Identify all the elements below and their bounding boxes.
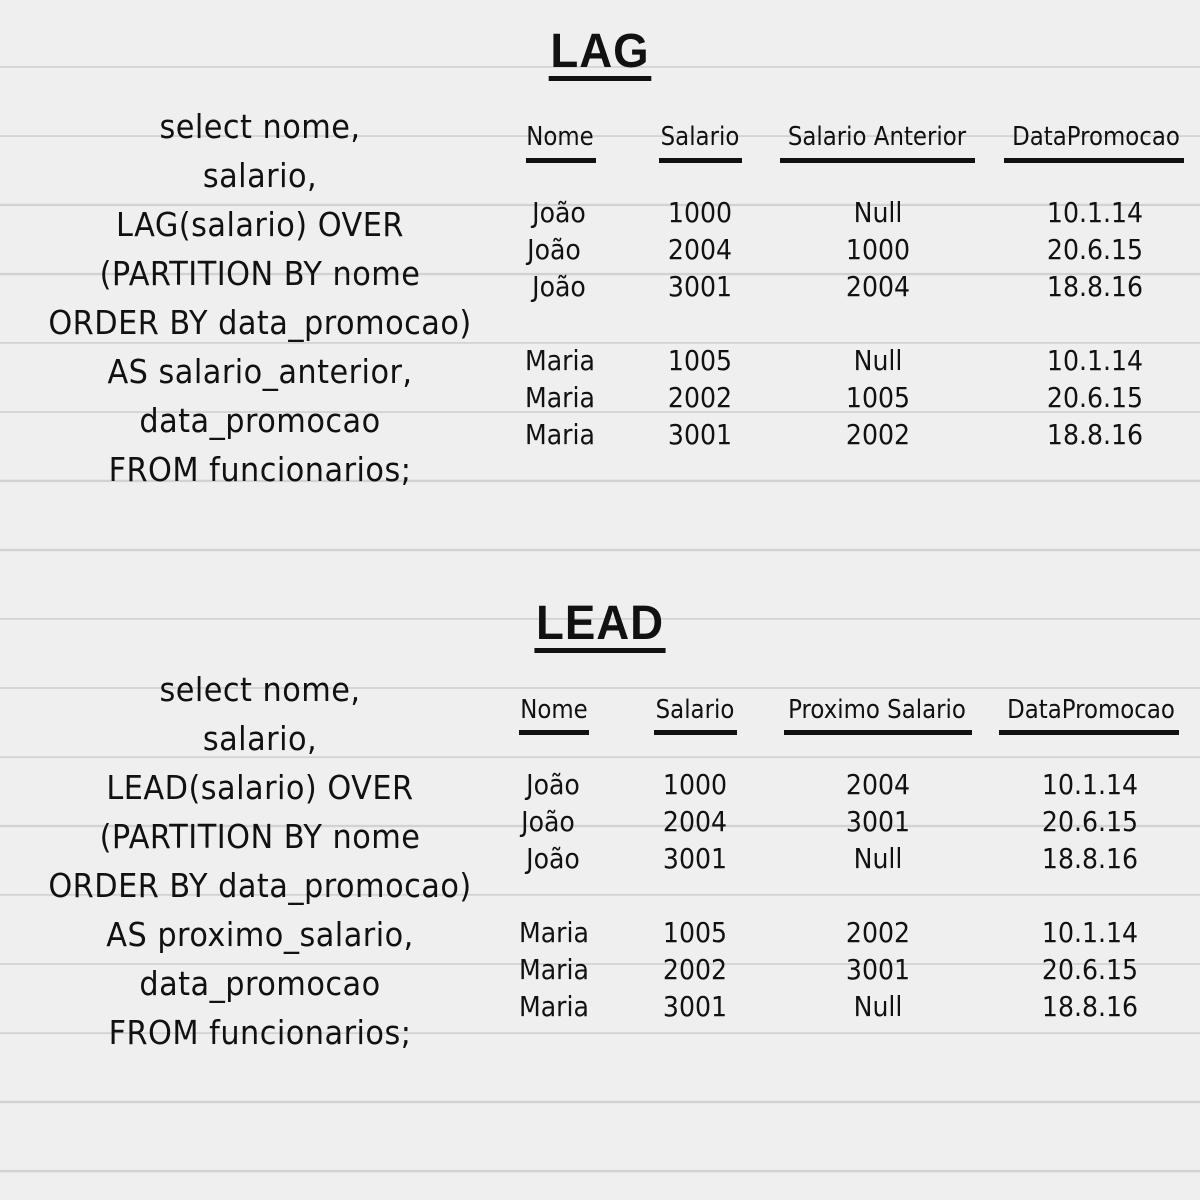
lead-sql-code [21,665,499,1057]
cell-salario: 2002 [667,381,733,414]
cell-datapromocao: 10.1.14 [1041,916,1139,949]
code-line: AS salario_anterior, [107,352,413,391]
cell-salario: 1000 [667,196,733,229]
cell-proximo-salario: 2004 [845,768,911,801]
header-underline [1004,158,1184,163]
cell-nome: João [532,270,586,303]
lead-title-text: LEAD [534,600,666,653]
cell-salario: 1005 [662,916,728,949]
cell-datapromocao: 18.8.16 [1041,990,1139,1023]
code-line: FROM funcionarios; [108,1013,412,1052]
code-line: LEAD(salario) OVER [106,768,414,807]
cell-datapromocao: 18.8.16 [1046,418,1144,451]
header-underline [784,730,972,735]
cell-datapromocao: 10.1.14 [1046,196,1144,229]
cell-nome: Maria [518,990,589,1023]
lag-header-salario: Salario [660,122,740,152]
cell-datapromocao: 20.6.15 [1041,805,1139,838]
cell-salario-anterior: Null [853,344,903,377]
code-line: data_promocao [139,964,381,1003]
cell-nome: Maria [518,916,589,949]
lag-sql-code [21,102,499,494]
lead-header-salario: Salario [655,695,735,725]
cell-salario: 3001 [667,418,733,451]
lag-title-text: LAG [549,28,652,81]
lead-header-proximo-salario: Proximo Salario [788,695,966,725]
code-line: (PARTITION BY nome [99,254,421,293]
cell-salario-anterior: 1000 [845,233,911,266]
cell-nome: Maria [524,381,595,414]
cell-datapromocao: 20.6.15 [1046,233,1144,266]
lead-header-datapromocao: DataPromocao [1007,695,1175,725]
header-underline [519,730,589,735]
cell-proximo-salario: Null [853,842,903,875]
code-line: select nome, [159,670,361,709]
cell-salario-anterior: 1005 [845,381,911,414]
code-line: FROM funcionarios; [108,450,412,489]
header-underline [659,158,742,163]
cell-datapromocao: 18.8.16 [1041,842,1139,875]
cell-nome: Maria [524,344,595,377]
code-line: salario, [202,156,318,195]
cell-nome: João [526,842,580,875]
cell-salario-anterior: 2004 [845,270,911,303]
lead-title [30,596,1170,653]
lead-header-nome: Nome [520,695,588,725]
code-line: data_promocao [139,401,381,440]
lag-header-nome: Nome [526,122,594,152]
cell-nome: Maria [524,418,595,451]
cell-salario: 2004 [667,233,733,266]
cell-salario-anterior: 2002 [845,418,911,451]
code-line: salario, [202,719,318,758]
header-underline [999,730,1179,735]
code-line: select nome, [159,107,361,146]
cell-salario-anterior: Null [853,196,903,229]
cell-salario: 3001 [667,270,733,303]
cell-proximo-salario: 2002 [845,916,911,949]
header-underline [780,158,975,163]
cell-nome: João [521,805,575,838]
lag-header-datapromocao: DataPromocao [1012,122,1180,152]
header-underline [526,158,596,163]
code-line: ORDER BY data_promocao) [48,303,472,342]
lag-header-salario-anterior: Salario Anterior [787,122,967,152]
header-underline [654,730,737,735]
lag-title [30,24,1170,81]
cell-proximo-salario: 3001 [845,805,911,838]
cell-salario: 2004 [662,805,728,838]
cell-datapromocao: 10.1.14 [1046,344,1144,377]
cell-nome: Maria [518,953,589,986]
cell-proximo-salario: Null [853,990,903,1023]
cell-datapromocao: 20.6.15 [1041,953,1139,986]
code-line: LAG(salario) OVER [116,205,404,244]
cell-nome: João [526,768,580,801]
cell-salario: 3001 [662,842,728,875]
code-line: (PARTITION BY nome [99,817,421,856]
cell-nome: João [527,233,581,266]
cell-proximo-salario: 3001 [845,953,911,986]
cell-datapromocao: 20.6.15 [1046,381,1144,414]
cell-datapromocao: 18.8.16 [1046,270,1144,303]
cell-nome: João [532,196,586,229]
cell-salario: 2002 [662,953,728,986]
cell-datapromocao: 10.1.14 [1041,768,1139,801]
cell-salario: 3001 [662,990,728,1023]
cell-salario: 1000 [662,768,728,801]
code-line: AS proximo_salario, [106,915,414,954]
cell-salario: 1005 [667,344,733,377]
code-line: ORDER BY data_promocao) [48,866,472,905]
